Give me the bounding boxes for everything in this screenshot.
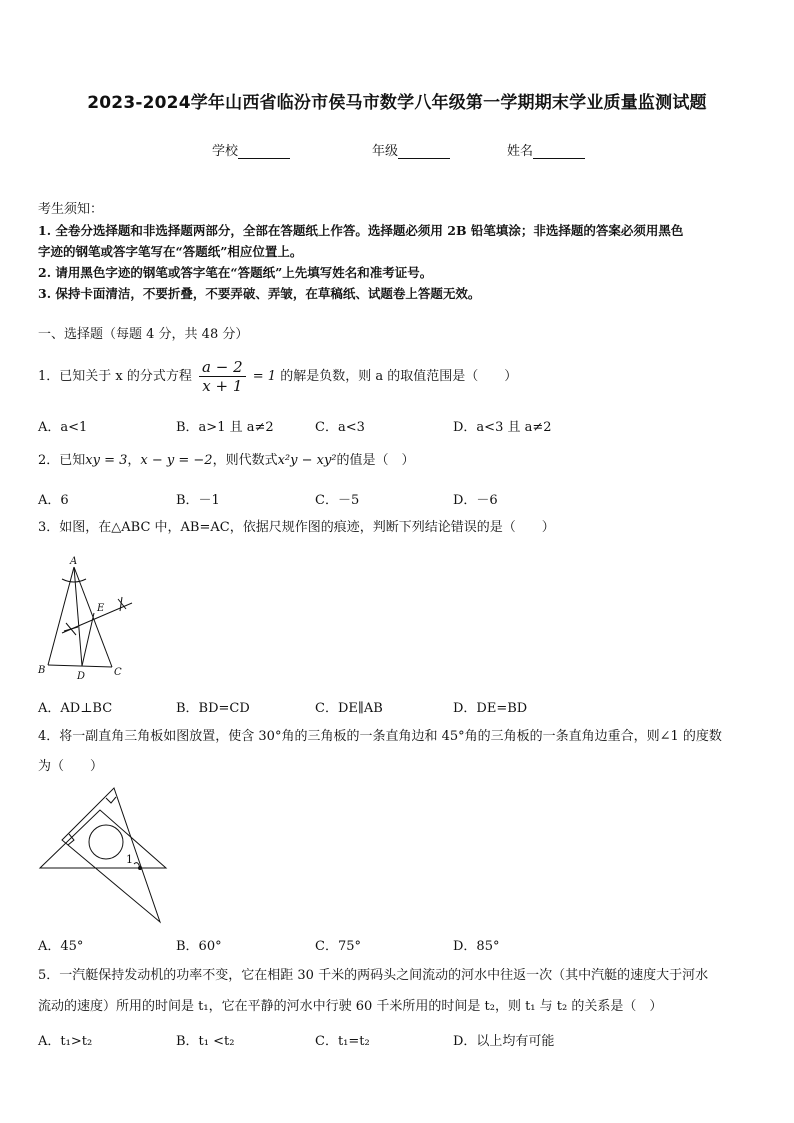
school-blank[interactable] bbox=[238, 145, 290, 159]
arc-top bbox=[62, 579, 86, 582]
q3-option-d[interactable]: D．DE=BD bbox=[453, 701, 528, 716]
q2-math-1: xy = 3 bbox=[85, 453, 128, 468]
q1-option-d[interactable]: D．a<3 且 a≠2 bbox=[453, 420, 552, 435]
q2-option-b[interactable]: B．－1 bbox=[176, 493, 220, 508]
notice-item-2: 2. 请用黑色字迹的钢笔或答字笔在“答题纸”上先填写姓名和准考证号。 bbox=[38, 265, 433, 280]
label-e: E bbox=[97, 603, 105, 614]
segment-de bbox=[82, 613, 94, 666]
question-4-line-2: 为（ ） bbox=[38, 759, 104, 774]
q3-figure bbox=[34, 553, 138, 681]
q2-text-3: ，则代数式 bbox=[212, 453, 278, 468]
school-field[interactable] bbox=[212, 140, 290, 159]
q2-math-3: x²y − xy² bbox=[277, 453, 337, 468]
q5-option-c[interactable]: C．t₁=t₂ bbox=[315, 1034, 370, 1049]
q1-equals: = 1 bbox=[252, 369, 277, 384]
question-3: 3．如图，在△ABC 中，AB=AC，依据尺规作图的痕迹，判断下列结论错误的是（ ） bbox=[38, 520, 555, 535]
question-4-line-1: 4．将一副直角三角板如图放置，使含 30°角的三角板的一条直角边和 45°角的三角板的一条直角边重合，则∠1 的度数 bbox=[38, 729, 722, 744]
q5-option-b[interactable]: B．t₁ <t₂ bbox=[176, 1034, 235, 1049]
q4-option-d[interactable]: D．85° bbox=[453, 939, 500, 954]
section-heading: 一、选择题（每题 4 分，共 48 分） bbox=[38, 327, 249, 342]
q1-frac-den: x + 1 bbox=[202, 377, 243, 395]
q1-fraction bbox=[199, 358, 246, 395]
q1-option-c[interactable]: C．a<3 bbox=[315, 420, 365, 435]
q2-option-d[interactable]: D．－6 bbox=[453, 493, 498, 508]
q4-figure bbox=[36, 784, 168, 926]
question-5-line-2: 流动的速度）所用的时间是 t₁，它在平静的河水中行驶 60 千米所用的时间是 t₂，则 t₁ 与 t₂ 的关系是（ ） bbox=[38, 999, 663, 1014]
q1-option-b[interactable]: B．a>1 且 a≠2 bbox=[176, 420, 274, 435]
inner-circle bbox=[89, 825, 123, 859]
notice-item-1a: 1. 全卷分选择题和非选择题两部分，全部在答题纸上作答。选择题必须用 2B 铅笔填涂；非选择题的答案必须用黑色 bbox=[38, 223, 684, 238]
notice-item-3: 3. 保持卡面清洁，不要折叠，不要弄破、弄皱，在草稿纸、试题卷上答题无效。 bbox=[38, 286, 481, 301]
triangle-45 bbox=[40, 810, 166, 868]
grade-field[interactable] bbox=[372, 140, 450, 159]
question-5-line-1: 5．一汽艇保持发动机的功率不变，它在相距 30 千米的两码头之间流动的河水中往返一次（其中汽艇的速度大于河水 bbox=[38, 968, 709, 983]
q4-option-b[interactable]: B．60° bbox=[176, 939, 222, 954]
q3-option-b[interactable]: B．BD=CD bbox=[176, 701, 250, 716]
label-a: A bbox=[70, 556, 78, 567]
question-1 bbox=[38, 358, 517, 396]
school-label: 学校 bbox=[212, 144, 239, 159]
triangle-30 bbox=[62, 788, 160, 922]
q1-option-a[interactable]: A．a<1 bbox=[38, 420, 88, 435]
q4-option-a[interactable]: A．45° bbox=[38, 939, 84, 954]
q2-math-2: x − y = −2 bbox=[140, 453, 213, 468]
q2-text-4: 的值是（ ） bbox=[336, 453, 415, 468]
q1-suffix: 的解是负数，则 a 的取值范围是（ ） bbox=[280, 369, 518, 384]
label-c: C bbox=[114, 667, 122, 678]
angle-1-label: 1 bbox=[126, 853, 133, 866]
question-2 bbox=[38, 451, 415, 471]
label-d: D bbox=[77, 671, 86, 681]
page-title: 2023-2024学年山西省临汾市侯马市数学八年级第一学期期末学业质量监测试题 bbox=[87, 93, 707, 113]
q3-option-a[interactable]: A．AD⊥BC bbox=[38, 701, 113, 716]
notice-item-1b: 字迹的钢笔或答字笔写在“答题纸”相应位置上。 bbox=[38, 244, 303, 259]
grade-label: 年级 bbox=[372, 144, 399, 159]
label-b: B bbox=[38, 665, 46, 676]
vertex-dot bbox=[138, 866, 142, 870]
notice-heading: 考生须知： bbox=[38, 202, 104, 217]
side-bc bbox=[48, 665, 112, 667]
name-field[interactable] bbox=[507, 140, 585, 159]
name-blank[interactable] bbox=[533, 145, 585, 159]
q5-option-d[interactable]: D．以上均有可能 bbox=[453, 1034, 555, 1049]
q2-text-1: 2．已知 bbox=[38, 453, 86, 468]
right-angle-mark-2 bbox=[106, 797, 116, 803]
q2-option-a[interactable]: A．6 bbox=[38, 493, 69, 508]
q2-text-2: ， bbox=[127, 453, 141, 468]
q1-frac-num: a − 2 bbox=[199, 358, 246, 377]
q4-option-c[interactable]: C．75° bbox=[315, 939, 361, 954]
q5-option-a[interactable]: A．t₁>t₂ bbox=[38, 1034, 93, 1049]
q1-prefix: 1．已知关于 x 的分式方程 bbox=[38, 369, 192, 384]
name-label: 姓名 bbox=[507, 144, 534, 159]
grade-blank[interactable] bbox=[398, 145, 450, 159]
arc-left bbox=[64, 623, 78, 635]
q3-option-c[interactable]: C．DE∥AB bbox=[315, 701, 383, 716]
q2-option-c[interactable]: C．－5 bbox=[315, 493, 360, 508]
